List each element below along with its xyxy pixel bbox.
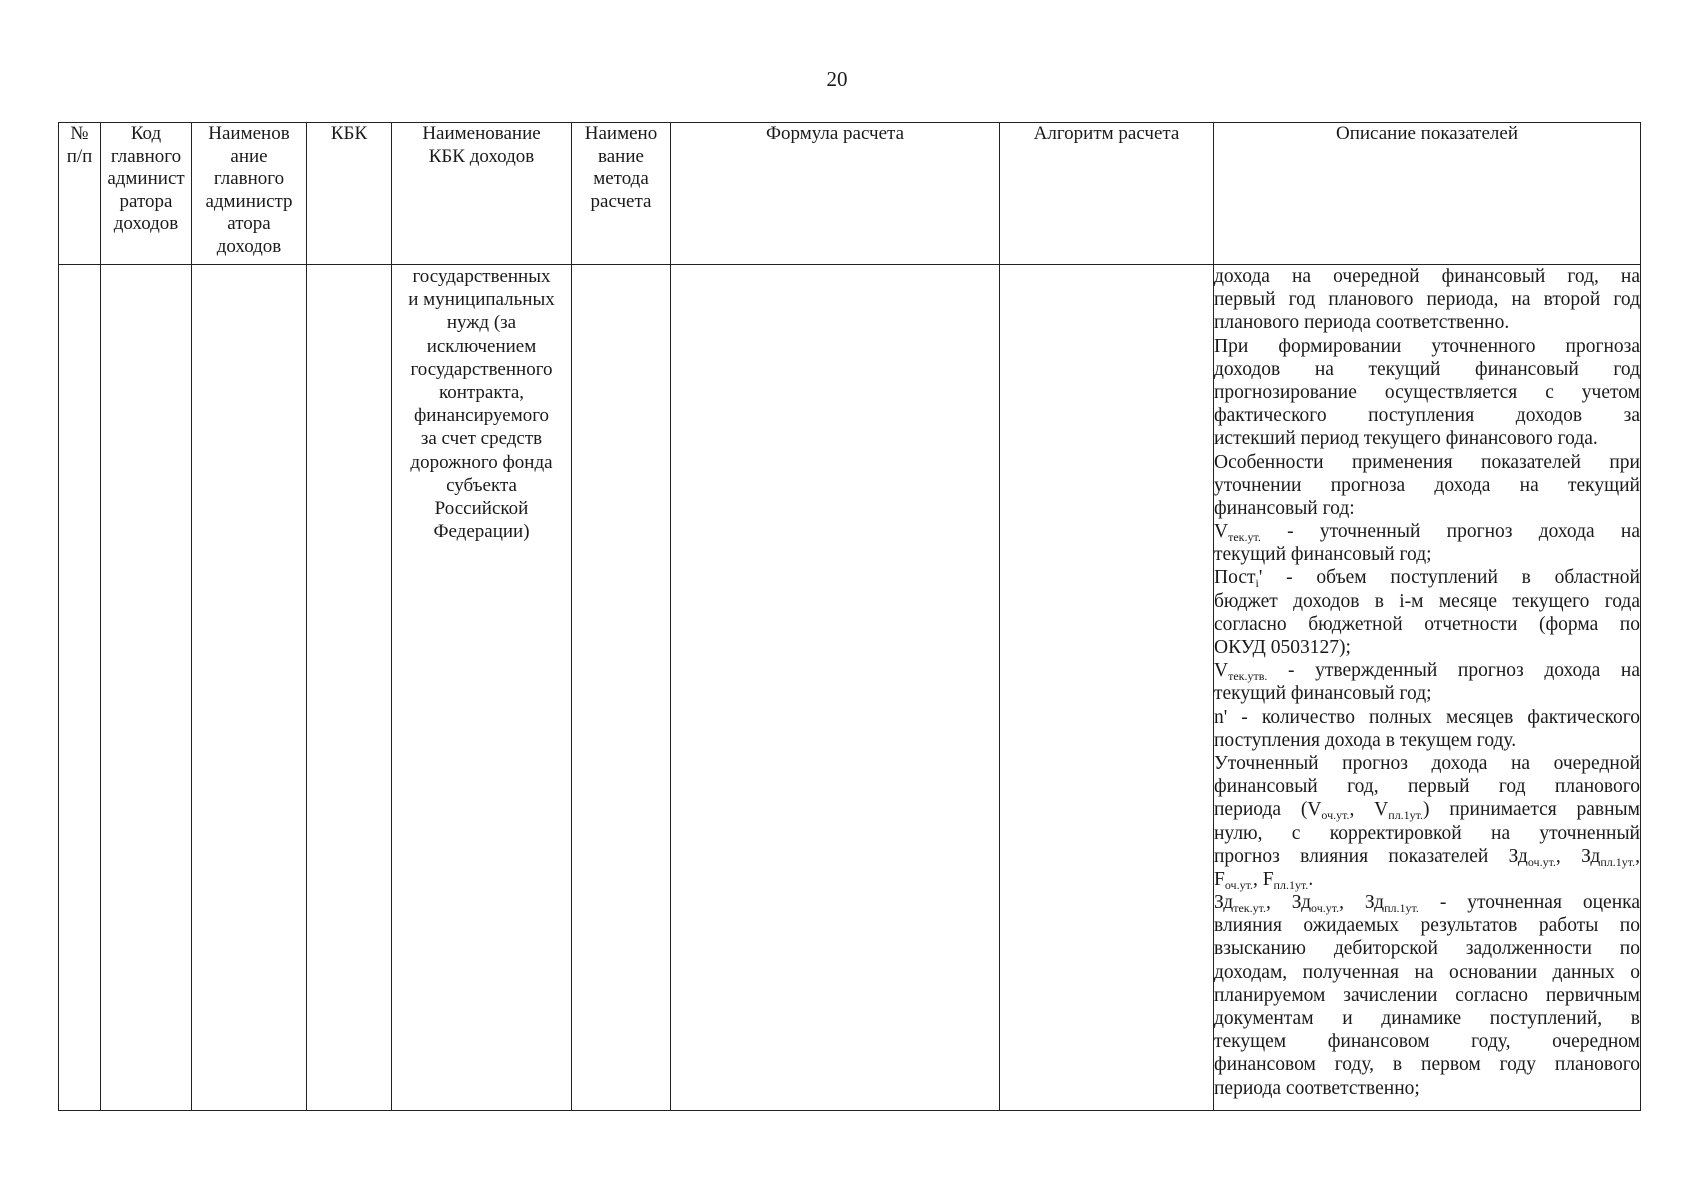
line-text: , Зд <box>1339 892 1385 914</box>
line-text: , Зд <box>1555 845 1601 867</box>
description-line: дохода на очередной финансовый год, на <box>1214 266 1640 287</box>
description-line: документам и динамике поступлений, в <box>1214 1008 1640 1029</box>
description-line: текущий финансовый год; <box>1214 683 1432 705</box>
description-line <box>1214 845 1640 868</box>
description-line: Уточненный прогноз дохода на очередной <box>1214 752 1640 774</box>
description-line: финансовый год: <box>1214 497 1355 519</box>
header-formula: Формула расчета <box>671 123 1000 265</box>
variable-subscript: оч.ут. <box>1311 901 1340 916</box>
description-line: первый год планового периода, на второй год <box>1214 289 1640 311</box>
description-line: текущий финансовый год; <box>1214 544 1432 566</box>
variable-subscript: тек.ут. <box>1233 901 1266 916</box>
line-text: прогноз влияния показателей Зд <box>1214 845 1528 867</box>
line-text: ) принимается равным <box>1423 799 1640 821</box>
cell-description <box>1214 265 1641 1111</box>
description-line: нулю, с корректировкой на уточненный <box>1214 822 1640 844</box>
line-text: , F <box>1252 868 1274 890</box>
description-line: ОКУД 0503127); <box>1214 637 1351 658</box>
cell-kbk <box>307 265 392 1111</box>
description-line: фактического поступления доходов за <box>1214 405 1640 427</box>
header-num: № п/п <box>59 123 101 265</box>
line-text: периода (V <box>1214 799 1322 821</box>
header-method-name: Наимено вание метода расчета <box>572 123 671 265</box>
cell-admin-code <box>101 265 192 1111</box>
description-line: n' - количество полных месяцев фактического <box>1214 706 1640 728</box>
variable-subscript: пл.1ут. <box>1388 808 1424 823</box>
variable-symbol: V <box>1214 521 1229 543</box>
header-admin-code: Код главного админист ратора доходов <box>101 123 192 265</box>
header-description: Описание показателей <box>1214 123 1641 265</box>
description-line <box>1214 891 1640 914</box>
page-number: 20 <box>826 67 848 91</box>
description-line <box>1214 520 1640 543</box>
description-line: согласно бюджетной отчетности (форма по <box>1214 613 1640 635</box>
description-line: Особенности применения показателей при <box>1214 451 1640 473</box>
description-line: влияния ожидаемых результатов работы по <box>1214 915 1640 937</box>
variable-subscript: пл.1ут. <box>1600 854 1636 869</box>
cell-num <box>59 265 101 1111</box>
variable-subscript: оч.ут. <box>1321 808 1350 823</box>
table-body <box>59 265 1641 1111</box>
line-text: , V <box>1349 799 1389 821</box>
description-line: финансовом году, в первом году планового <box>1214 1054 1640 1076</box>
header-kbk-name: Наименование КБК доходов <box>392 123 572 265</box>
variable-subscript: пл.1ут. <box>1273 877 1309 892</box>
line-text: , Зд <box>1265 892 1311 914</box>
description-line: финансовый год, первый год планового <box>1214 776 1640 798</box>
description-line: периода соответственно; <box>1214 1077 1420 1099</box>
description-line: уточнении прогноза дохода на текущий <box>1214 474 1640 496</box>
description-line <box>1214 566 1640 589</box>
description-line: поступления дохода в текущем году. <box>1214 729 1517 751</box>
description-line: доходам, полученная на основании данных о <box>1214 961 1640 983</box>
variable-symbol: Зд <box>1214 892 1234 914</box>
cell-formula <box>671 265 1000 1111</box>
variable-symbol: Пост <box>1214 567 1256 589</box>
description-line: доходов на текущий финансовый год <box>1214 358 1640 380</box>
line-text: , <box>1635 845 1640 867</box>
variable-symbol: V <box>1214 660 1229 682</box>
header-algorithm: Алгоритм расчета <box>1000 123 1214 265</box>
cell-kbk-name: государственных и муниципальных нужд (за исключением государственного контракта, финансируемого за счет средств дорожного фонда субъекта Российской Федерации) <box>392 265 572 1111</box>
cell-algorithm <box>1000 265 1214 1111</box>
line-text: ' - объем поступлений в областной <box>1258 567 1640 589</box>
header-kbk: КБК <box>307 123 392 265</box>
description-line <box>1214 868 1640 891</box>
description-line <box>1214 659 1640 682</box>
description-line: планового периода соответственно. <box>1214 312 1510 334</box>
description-line <box>1214 798 1640 821</box>
description-line: планируемом зачислении согласно первичным <box>1214 984 1640 1006</box>
line-text: - уточненный прогноз дохода на <box>1260 521 1640 543</box>
description-line: При формировании уточненного прогноза <box>1214 335 1640 357</box>
variable-symbol: F <box>1214 868 1225 890</box>
variable-subscript: оч.ут. <box>1224 877 1253 892</box>
description-line: взысканию дебиторской задолженности по <box>1214 938 1640 960</box>
header-admin-name: Наименов ание главного администр атора доходов <box>192 123 307 265</box>
description-line: бюджет доходов в i-м месяце текущего года <box>1214 590 1640 612</box>
cell-admin-name <box>192 265 307 1111</box>
description-line: прогнозирование осуществляется с учетом <box>1214 381 1640 403</box>
description-line: текущем финансовом году, очередном <box>1214 1031 1640 1053</box>
line-text: . <box>1308 868 1314 890</box>
table-header <box>59 123 1641 265</box>
variable-subscript: пл.1ут. <box>1384 901 1419 916</box>
variable-subscript: тек.ут. <box>1228 530 1261 545</box>
description-line: истекший период текущего финансового года. <box>1214 428 1598 450</box>
line-text: - уточненная оценка <box>1418 892 1640 914</box>
revenue-forecast-table <box>58 122 1641 1111</box>
variable-subscript: i <box>1255 576 1259 591</box>
variable-subscript: тек.утв. <box>1228 669 1268 684</box>
table-row <box>59 265 1641 1111</box>
header-row <box>59 123 1641 265</box>
line-text: - утвержденный прогноз дохода на <box>1267 660 1640 682</box>
variable-subscript: оч.ут. <box>1527 854 1556 869</box>
cell-method-name <box>572 265 671 1111</box>
